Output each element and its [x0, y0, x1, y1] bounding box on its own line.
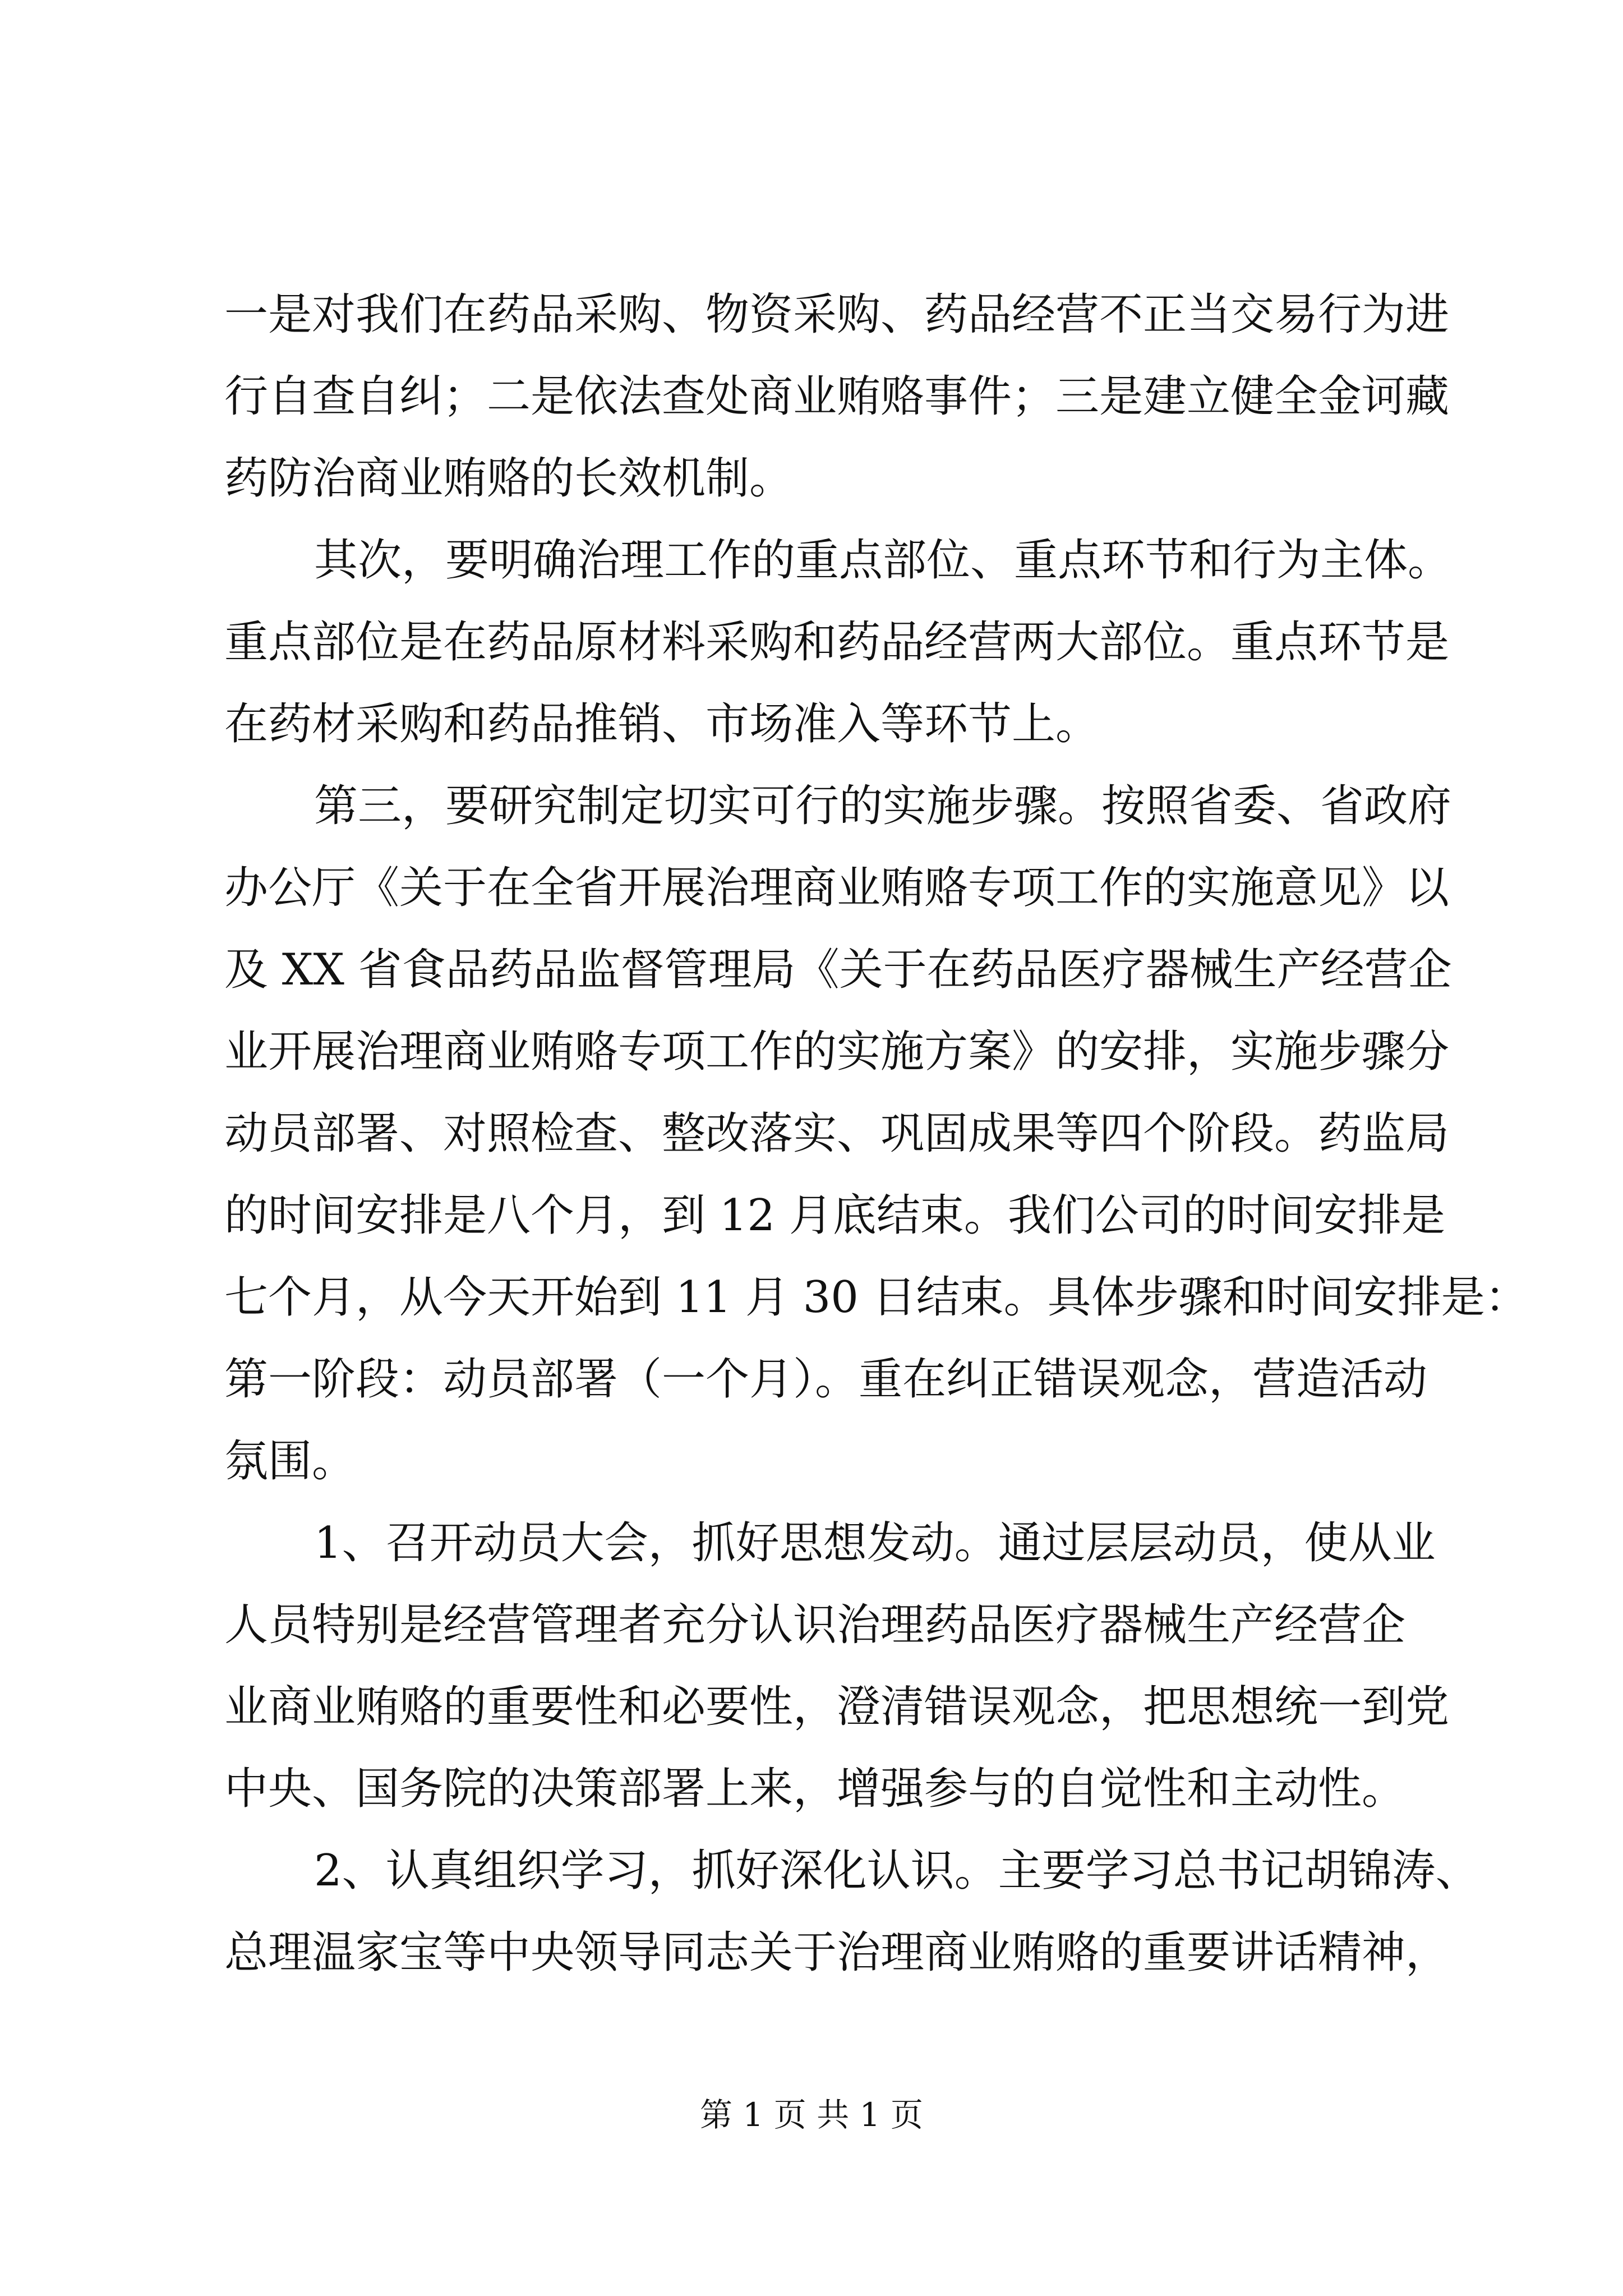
text-line-19: 中央、国务院的决策部署上来，增强参与的自觉性和主动性。 — [224, 1764, 1406, 1814]
text-line-5: 重点部位是在药品原材料采购和药品经营两大部位。重点环节是 — [224, 617, 1450, 668]
text-line-10: 业开展治理商业贿赂专项工作的实施方案》的安排，实施步骤分 — [224, 1027, 1450, 1077]
text-line-21: 总理温家宝等中央领导同志关于治理商业贿赂的重要讲话精神， — [224, 1927, 1450, 1978]
text-line-9: 及 XX 省食品药品监督管理局《关于在药品医疗器械生产经营企 — [224, 945, 1452, 995]
text-line-11: 动员部署、对照检查、整改落实、巩固成果等四个阶段。药监局 — [224, 1108, 1450, 1159]
text-line-1: 一是对我们在药品采购、物资采购、药品经营不正当交易行为进 — [224, 289, 1450, 340]
text-line-4: 其次，要明确治理工作的重点部位、重点环节和行为主体。 — [314, 535, 1452, 586]
text-line-14: 第一阶段：动员部署（一个月）。重在纠正错误观念，营造活动 — [224, 1354, 1428, 1405]
document-body — [224, 274, 1529, 1994]
text-line-6: 在药材采购和药品推销、市场准入等环节上。 — [224, 699, 1100, 749]
text-line-2: 行自查自纠；二是依法查处商业贿赂事件；三是建立健全金诃藏 — [224, 371, 1450, 422]
text-line-16: 1、召开动员大会，抓好思想发动。通过层层动员，使从业 — [314, 1518, 1436, 1568]
text-line-12: 的时间安排是八个月，到 12 月底结束。我们公司的时间安排是 — [224, 1190, 1445, 1241]
text-line-20: 2、认真组织学习，抓好深化认识。主要学习总书记胡锦涛、 — [314, 1846, 1479, 1896]
page-footer — [0, 2092, 1623, 2137]
text-line-13: 七个月，从今天开始到 11 月 30 日结束。具体步骤和时间安排是： — [224, 1272, 1529, 1323]
text-line-15: 氛围。 — [224, 1436, 356, 1487]
text-line-8: 办公厅《关于在全省开展治理商业贿赂专项工作的实施意见》以 — [224, 863, 1450, 913]
page-number-label: 第 1 页 共 1 页 — [700, 2096, 923, 2134]
text-line-7: 第三，要研究制定切实可行的实施步骤。按照省委、省政府 — [314, 781, 1452, 831]
text-line-3: 药防治商业贿赂的长效机制。 — [224, 453, 794, 504]
text-line-18: 业商业贿赂的重要性和必要性，澄清错误观念，把思想统一到党 — [224, 1682, 1450, 1732]
text-line-17: 人员特别是经营管理者充分认识治理药品医疗器械生产经营企 — [224, 1600, 1406, 1650]
